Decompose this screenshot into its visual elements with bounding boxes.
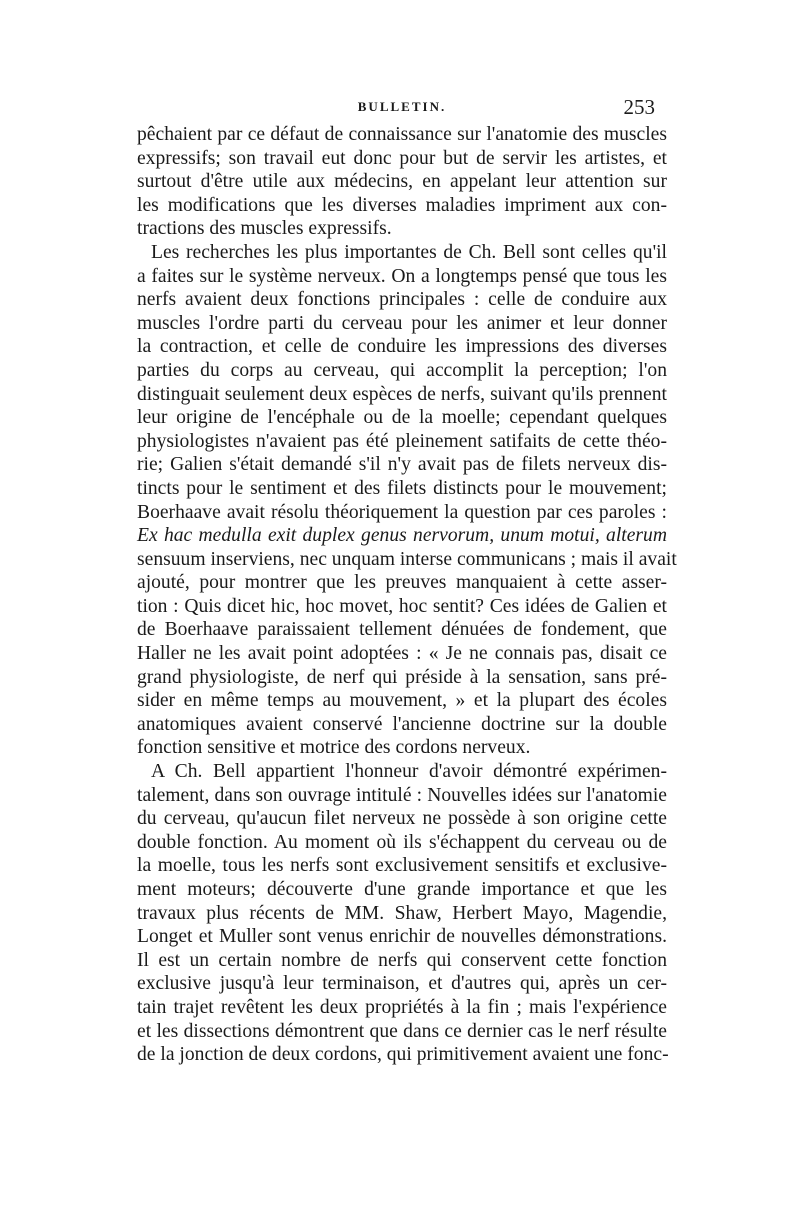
text-line: talement, dans son ouvrage intitulé : Nouvelles idées sur l'anatomie [137,784,667,806]
text-line: A Ch. Bell appartient l'honneur d'avoir démontré expérimen- [151,761,667,783]
text-line: tincts pour le sentiment et des filets distincts pour le mouvement; [137,477,667,499]
text-line: la moelle, tous les nerfs sont exclusivement sensitifs et exclusive- [137,855,667,877]
text-line: physiologistes n'avaient pas été pleinement satifaits de cette théo- [137,430,667,452]
page-number: 253 [623,95,655,119]
text-line: du cerveau, qu'aucun filet nerveux ne possède à son origine cette [137,808,667,830]
text-line: de Boerhaave paraissaient tellement dénuées de fondement, que [137,619,667,641]
text-line: Haller ne les avait point adoptées : « Je ne connais pas, disait ce [137,643,667,665]
text-line: Les recherches les plus importantes de Ch. Bell sont celles qu'il [151,241,667,263]
text-line: sensuum inserviens, nec unquam interse communicans ; mais il avait [137,548,677,570]
text-line: Il est un certain nombre de nerfs qui conservent cette fonction [137,949,667,971]
text-line: ment moteurs; découverte d'une grande importance et que les [137,879,667,900]
text-line: sider en même temps au mouvement, » et la plupart des écoles [137,690,667,712]
text-line: et les dissections démontrent que dans ce dernier cas le nerf résulte [137,1020,667,1042]
text-line: nerfs avaient deux fonctions principales : celle de conduire aux [137,289,667,311]
text-line: double fonction. Au moment où ils s'échappent du cerveau ou de [137,831,667,853]
running-title: BULLETIN. [357,99,447,114]
text-line: anatomiques avaient conservé l'ancienne doctrine sur la double [137,713,667,735]
text-line: grand physiologiste, de nerf qui préside à la sensation, sans pré- [137,666,667,688]
text-line: exclusive jusqu'à leur terminaison, et d'autres qui, après un cer- [137,973,667,995]
text-line: travaux plus récents de MM. Shaw, Herbert Mayo, Magendie, [137,902,667,924]
text-line: tain trajet revêtent les deux propriétés à la fin ; mais l'expérience [137,996,667,1018]
text-line: fonction sensitive et motrice des cordons nerveux. [137,737,531,759]
text-line-latin-quote: Ex hac medulla exit duplex genus nervorum, unum motui, alterum [137,525,667,547]
text-line: expressifs; son travail eut donc pour but de servir les artistes, et [137,147,667,169]
book-page [137,95,677,1067]
text-line: surtout d'être utile aux médecins, en appelant leur attention sur [137,171,667,193]
text-line: la contraction, et celle de conduire les impressions des diverses [137,336,667,358]
text-line: Longet et Muller sont venus enrichir de nouvelles démonstrations. [137,926,667,948]
text-line: parties du corps au cerveau, qui accomplit la perception; l'on [137,359,667,381]
body-text [137,123,677,1067]
running-head [137,95,667,121]
text-line: a faites sur le système nerveux. On a longtemps pensé que tous les [137,265,667,287]
text-line: de la jonction de deux cordons, qui primitivement avaient une fonc- [137,1044,669,1066]
text-line: ajouté, pour montrer que les preuves manquaient à cette asser- [137,572,667,594]
text-line: leur origine de l'encéphale ou de la moelle; cependant quelques [137,407,667,429]
text-line: rie; Galien s'était demandé s'il n'y avait pas de filets nerveux dis- [137,454,667,476]
text-line: tractions des muscles expressifs. [137,218,392,240]
text-line: distinguait seulement deux espèces de nerfs, suivant qu'ils prennent [137,383,667,405]
text-line: Boerhaave avait résolu théoriquement la question par ces paroles : [137,501,667,523]
text-line: tion : Quis dicet hic, hoc movet, hoc sentit? Ces idées de Galien et [137,595,667,617]
text-line: pêchaient par ce défaut de connaissance sur l'anatomie des muscles [137,124,667,145]
text-line: les modifications que les diverses maladies impriment aux con- [137,194,667,216]
text-line: muscles l'ordre parti du cerveau pour les animer et leur donner [137,312,667,334]
